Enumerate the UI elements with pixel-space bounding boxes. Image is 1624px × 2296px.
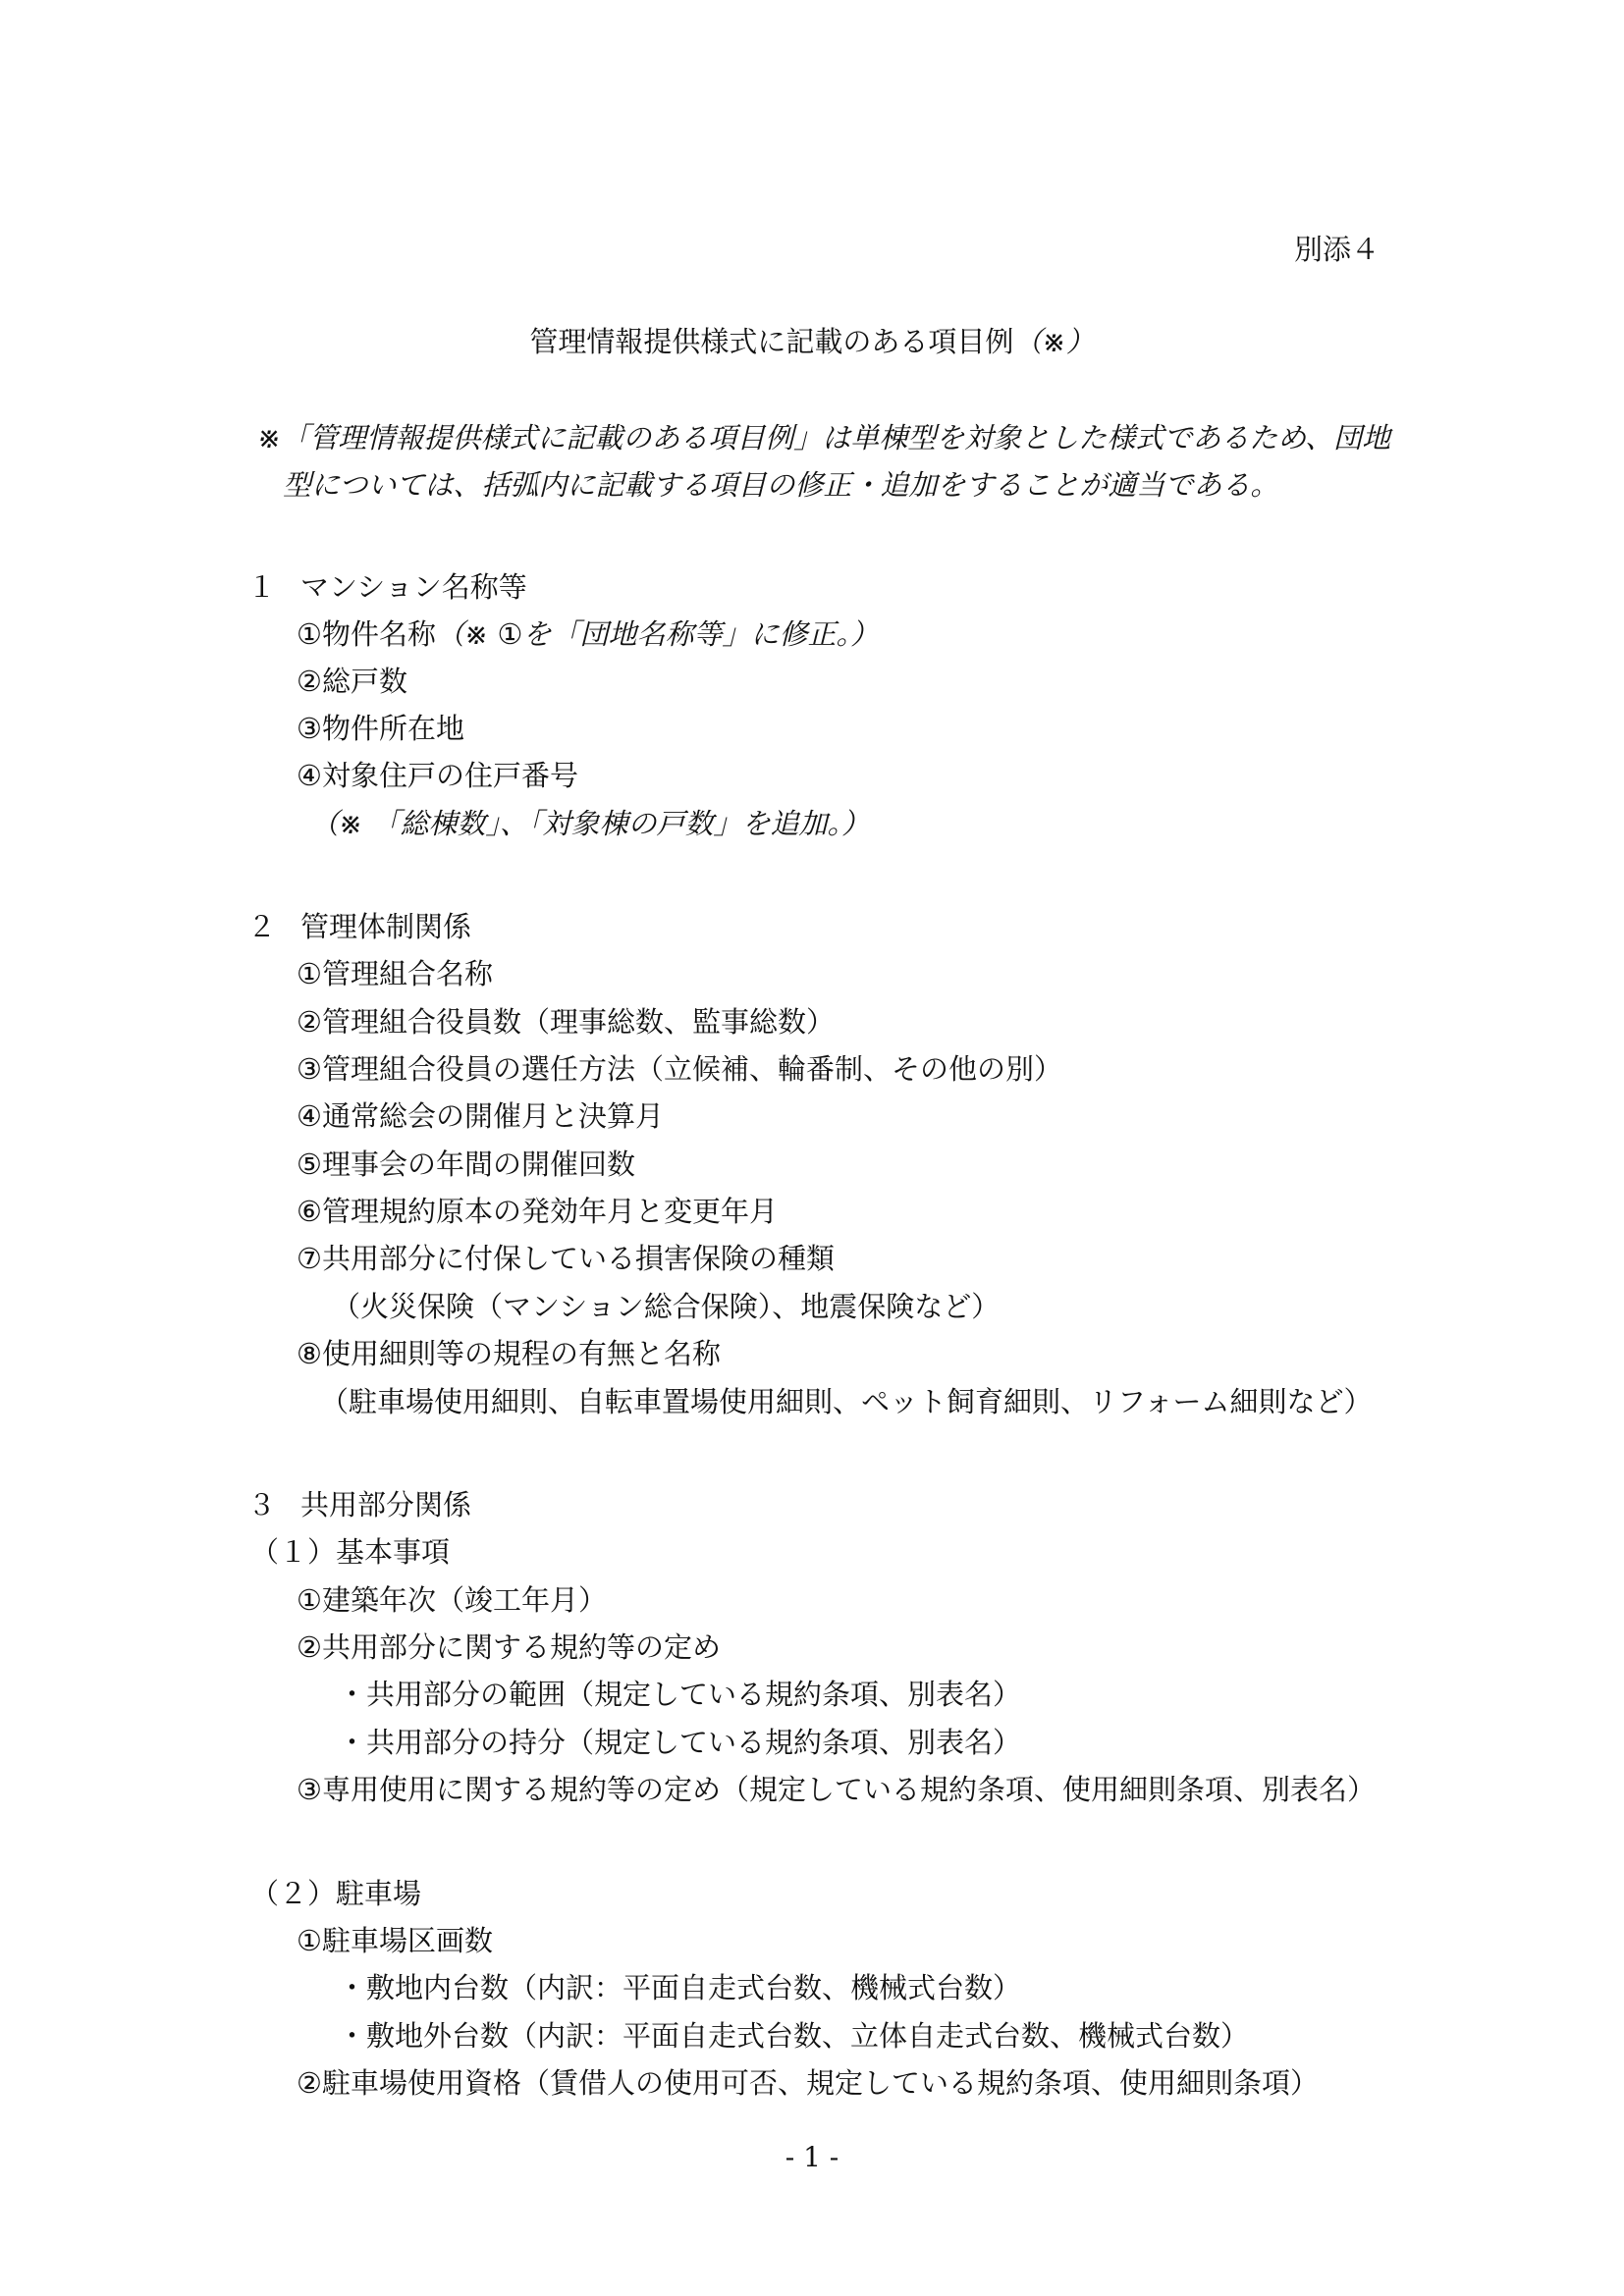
- item-label: ①物件名称: [297, 617, 436, 651]
- section-2-item-4: ④通常総会の開催月と決算月: [297, 1099, 664, 1133]
- subsection-1-item-1: ①建築年次（竣工年月）: [297, 1583, 607, 1617]
- section-2-item-1: ①管理組合名称: [297, 957, 493, 990]
- section-2-item-7: ⑦共用部分に付保している損害保険の種類: [297, 1242, 835, 1275]
- section-2-item-8: ⑧使用細則等の規程の有無と名称: [297, 1337, 721, 1370]
- section-2-item-6: ⑥管理規約原本の発効年月と変更年月: [297, 1195, 778, 1228]
- section-1-item-4-note: （※ 「総棟数」、「対象棟の戸数」を追加。）: [310, 807, 871, 840]
- section-1-number: １: [247, 570, 277, 604]
- section-3-title: 共用部分関係: [300, 1488, 472, 1522]
- section-2-item-5: ⑤理事会の年間の開催回数: [297, 1148, 635, 1181]
- section-2-heading: [247, 907, 471, 946]
- title-main: 管理情報提供様式に記載のある項目例: [529, 325, 1014, 358]
- subsection-2-item-1: ①駐車場区画数: [297, 1924, 493, 1957]
- subsection-1-item-2: ②共用部分に関する規約等の定め: [297, 1630, 721, 1664]
- item-note: （※ ①を「団地名称等」に修正。）: [436, 617, 880, 651]
- section-2-item-3: ③管理組合役員の選任方法（立候補、輪番制、その他の別）: [297, 1052, 1062, 1086]
- page-number: - 1 -: [785, 2141, 839, 2173]
- subsection-2-bullet-2: ・敷地外台数（内訳：平面自走式台数、立体自走式台数、機械式台数）: [338, 2019, 1250, 2053]
- subsection-1-heading: （１）基本事項: [250, 1535, 451, 1569]
- subsection-1-bullet-1: ・共用部分の範囲（規定している規約条項、別表名）: [338, 1678, 1022, 1711]
- section-2-title: 管理体制関係: [300, 910, 472, 943]
- section-3-heading: [247, 1485, 471, 1524]
- subsection-2-bullet-1: ・敷地内台数（内訳：平面自走式台数、機械式台数）: [338, 1971, 1022, 2004]
- section-2-item-7-detail: （火災保険（マンション総合保険）、地震保険など）: [332, 1290, 1001, 1323]
- subsection-1-item-3: ③専用使用に関する規約等の定め（規定している規約条項、使用細則条項、別表名）: [297, 1773, 1376, 1806]
- note-line-1: ※「管理情報提供様式に記載のある項目例」は単棟型を対象とした様式であるため、団地: [257, 421, 1391, 454]
- section-2-item-2: ②管理組合役員数（理事総数、監事総数）: [297, 1005, 835, 1039]
- section-3-number: ３: [247, 1488, 277, 1522]
- subsection-2-heading: （２）駐車場: [250, 1877, 422, 1910]
- document-title: [0, 322, 1624, 361]
- section-1-heading: [247, 567, 527, 607]
- section-1-item-1: [297, 614, 879, 654]
- title-suffix: （※）: [1013, 325, 1095, 358]
- subsection-2-item-2: ②駐車場使用資格（賃借人の使用可否、規定している規約条項、使用細則条項）: [297, 2066, 1319, 2100]
- section-1-item-2: ②総戸数: [297, 665, 407, 698]
- section-2-number: ２: [247, 910, 277, 943]
- section-1-item-4: ④対象住戸の住戸番号: [297, 759, 578, 792]
- section-2-item-8-detail: （駐車場使用細則、自転車置場使用細則、ペット飼育細則、リフォーム細則など）: [320, 1385, 1373, 1418]
- attachment-label: 別添４: [1294, 233, 1380, 266]
- note-line-2: 型については、括弧内に記載する項目の修正・追加をすることが適当である。: [283, 468, 1279, 502]
- section-1-title: マンション名称等: [300, 570, 527, 604]
- section-1-item-3: ③物件所在地: [297, 712, 464, 745]
- subsection-1-bullet-2: ・共用部分の持分（規定している規約条項、別表名）: [338, 1726, 1022, 1759]
